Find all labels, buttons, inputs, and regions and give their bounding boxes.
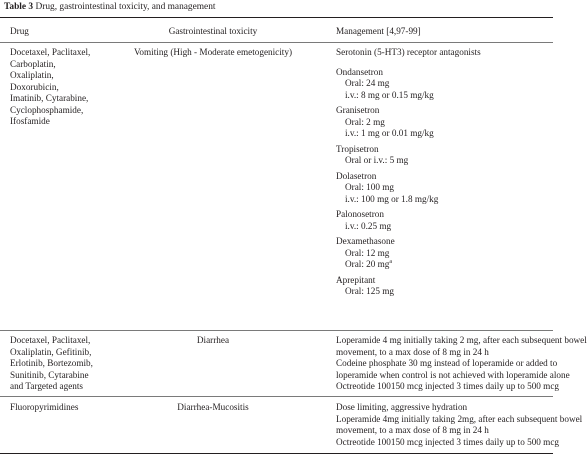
drug-line: and Targeted agents (10, 381, 84, 391)
group-name: Ondansetron (336, 66, 383, 77)
management-line: Loperamide 4 mg initially taking 2 mg, after each subsequent bowel (336, 335, 587, 345)
drug-line: Oxaliplatin, (10, 70, 54, 80)
management-line: Codeine phosphate 30 mg instead of loperamide or added to (336, 358, 558, 368)
group-dose: Oral: 12 mg (345, 247, 390, 258)
group-dose-text: Oral: 20 mg (345, 259, 390, 269)
management-title: Serotonin (5-HT3) receptor antagonists (336, 47, 481, 57)
bottom-rule (0, 453, 553, 454)
drug-group-granisetron (336, 105, 548, 140)
group-name: Dolasetron (336, 170, 377, 181)
drug-line: Ifosfamide (10, 116, 50, 126)
drug-line: Doxorubicin, (10, 81, 59, 92)
drug-line: Sunitinib, Cytarabine (10, 369, 89, 380)
drug-line: Fluoropyrimidines (10, 402, 79, 412)
row1-toxicity: Vomiting (High - Moderate emetogenicity) (133, 47, 293, 57)
group-name: Tropisetron (336, 143, 379, 154)
group-dose: i.v.: 0.25 mg (345, 220, 392, 231)
row1-drug (10, 47, 132, 128)
header-drug: Drug (10, 26, 29, 36)
group-dose: i.v.: 100 mg or 1.8 mg/kg (345, 193, 439, 204)
footnote-marker: a (389, 258, 393, 265)
table-caption (4, 2, 216, 14)
row3-management (336, 402, 583, 448)
group-dose: Oral: 125 mg (345, 286, 394, 296)
group-name: Dexamethasone (336, 236, 395, 246)
management-line: movement, to a max dose of 8 mg in 24 h (336, 425, 489, 435)
drug-line: Docetaxel, Paclitaxel, (10, 335, 91, 345)
drug-group-dolasetron (336, 171, 548, 206)
management-line: Octreotide 100150 mcg injected 3 times daily up to 500 mcg (336, 381, 560, 391)
drug-line: Carboplatin, (10, 58, 56, 69)
row-rule (0, 330, 553, 331)
header-management: Management [4,97-99] (336, 26, 421, 36)
drug-group-tropisetron (336, 144, 548, 167)
group-dose: Oral: 2 mg (345, 116, 385, 127)
row-rule (0, 396, 553, 397)
header-rule (0, 42, 553, 43)
row2-management (336, 335, 587, 393)
drug-line: Cyclophosphamide, (10, 104, 84, 115)
drug-group-dexamethasone (336, 236, 548, 271)
group-dose: Oral: 100 mg (345, 182, 394, 192)
group-dose: Oral: 24 mg (345, 78, 390, 88)
row2-toxicity: Diarrhea (196, 335, 230, 345)
group-name: Aprepitant (336, 274, 376, 285)
management-line: Loperamide 4mg initially taking 2mg, after each subsequent bowel (336, 413, 583, 424)
row3-toxicity: Diarrhea-Mucositis (177, 402, 249, 412)
drug-line: Imatinib, Cytarabine, (10, 93, 89, 103)
management-line: Dose limiting, aggressive hydration (336, 402, 468, 412)
management-line: movement, to a max dose of 8 mg in 24 h (336, 346, 489, 357)
top-rule (0, 17, 553, 18)
drug-line: Docetaxel, Paclitaxel, (10, 47, 91, 57)
group-dose: i.v.: 1 mg or 0.01 mg/kg (345, 128, 434, 138)
header-toxicity: Gastrointestinal toxicity (168, 26, 258, 36)
drug-group-palonosetron (336, 209, 548, 232)
group-dose: Oral or i.v.: 5 mg (345, 155, 409, 165)
drug-line: Erlotinib, Bortezomib, (10, 358, 93, 368)
management-line: Octreotide 100150 mcg injected 3 times daily up to 500 mcg (336, 436, 560, 447)
table-caption-label: Table 3 (4, 2, 34, 12)
drug-line: Oxaliplatin, Gefitinib, (10, 346, 92, 357)
group-dose (336, 259, 548, 271)
table-caption-text: Drug, gastrointestinal toxicity, and management (33, 2, 216, 12)
drug-group-aprepitant (336, 275, 548, 298)
drug-group-ondansetron (336, 67, 548, 102)
row1-management (336, 47, 548, 302)
group-name: Granisetron (336, 105, 380, 115)
group-dose: i.v.: 8 mg or 0.15 mg/kg (345, 89, 434, 100)
management-line: loperamide when control is not achieved with loperamide alone (336, 369, 570, 380)
group-name: Palonosetron (336, 209, 384, 219)
